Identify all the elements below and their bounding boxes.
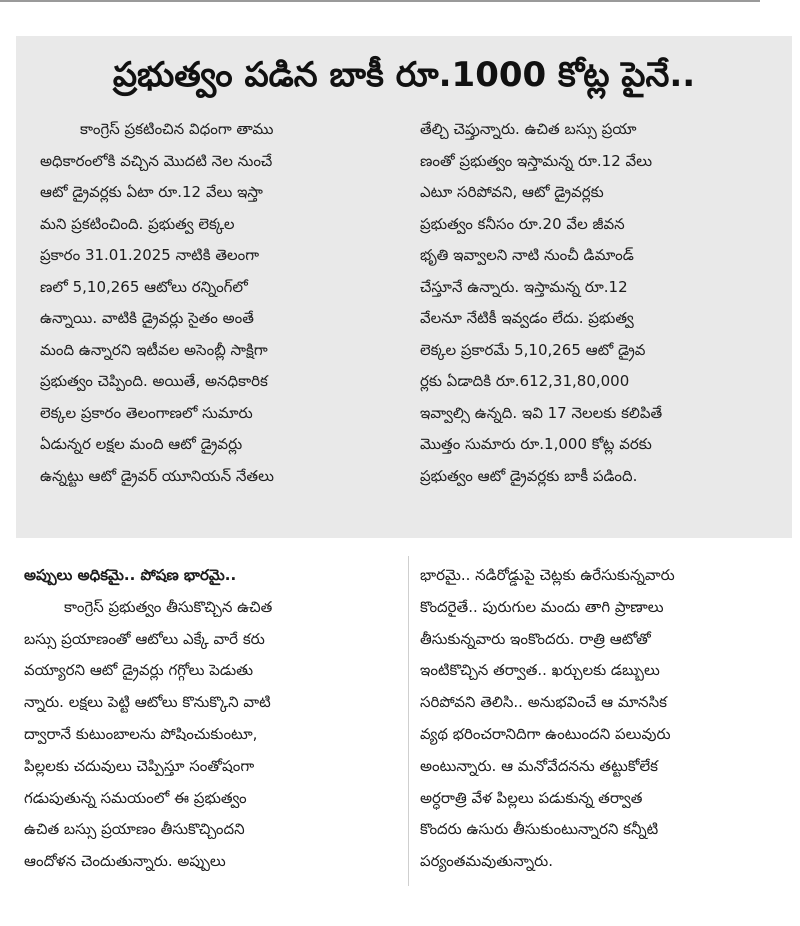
text-line: ప్రభుత్వం ఆటో డ్రైవర్లకు బాకీ పడింది. — [420, 466, 638, 485]
text-line: పిల్లలకు చదువులు చెప్పిస్తూ సంతోషంగా — [24, 756, 255, 775]
text-line: ర్లకు ఏడాదికి రూ.612,31,80,000 — [420, 372, 630, 390]
text-line: ఎటూ సరిపోవని, ఆటో డ్రైవర్లకు — [420, 183, 604, 201]
text-line: లెక్కల ప్రకారం తెలంగాణలో సుమారు — [40, 403, 253, 422]
text-line: చేస్తూనే ఉన్నారు. ఇస్తామన్న రూ.12 — [420, 277, 628, 296]
text-line: లెక్కల ప్రకారమే 5,10,265 ఆటో డ్రైవ — [420, 340, 646, 359]
text-line: తీసుకున్నవారు ఇంకొందరు. రాత్రి ఆటోతో — [420, 629, 651, 648]
text-line: పర్యంతమవుతున్నారు. — [420, 852, 554, 871]
text-line: అధికారంలోకి వచ్చిన మొదటి నెల నుంచే — [40, 151, 273, 170]
text-line: వేలనూ నేటికీ ఇవ్వడం లేదు. ప్రభుత్వ — [420, 309, 634, 327]
text-line: కొందరైతే.. పురుగుల మందు తాగి ప్రాణాలు — [420, 597, 664, 616]
box-right-column — [420, 114, 776, 492]
text-line: ఉచిత బస్సు ప్రయాణం తీసుకొచ్చిందని — [24, 820, 245, 839]
text-line: ఉన్నాయి. వాటికి డ్రైవర్లు సైతం అంతే — [40, 309, 254, 327]
text-line: కాంగ్రెస్ ప్రభుత్వం తీసుకొచ్చిన ఉచిత — [64, 597, 273, 616]
text-line: ణలో 5,10,265 ఆటోలు రన్నింగ్‌లో — [40, 277, 248, 296]
text-line: భారమై.. నడిరోడ్డుపై చెట్లకు ఉరేసుకున్నవారు — [420, 566, 675, 584]
text-line: ఆందోళన చెందుతున్నారు. అప్పులు — [24, 852, 226, 871]
text-line: ప్రకారం 31.01.2025 నాటికి తెలంగా — [40, 246, 260, 264]
text-line: ఉన్నట్టు ఆటో డ్రైవర్ యూనియన్ నేతలు — [40, 466, 274, 485]
headline: ప్రభుత్వం పడిన బాకీ రూ.1000 కోట్ల పైనే.. — [112, 55, 696, 95]
text-line: ద్వారానే కుటుంబాలను పోషించుకుంటూ, — [24, 724, 258, 743]
text-line: మని ప్రకటించింది. ప్రభుత్వ లెక్కల — [40, 214, 235, 233]
bottom-left-column — [24, 560, 394, 878]
text-line: ప్రభుత్వం కనీసం రూ.20 వేల జీవన — [420, 214, 625, 233]
text-line: తేల్చి చెప్తున్నారు. ఉచిత బస్సు ప్రయా — [420, 120, 637, 138]
text-line: అంటున్నారు. ఆ మనోవేదనను తట్టుకోలేక — [420, 756, 658, 775]
text-line: ఆటో డ్రైవర్లకు ఏటా రూ.12 వేలు ఇస్తా — [40, 183, 263, 201]
text-line: బస్సు ప్రయాణంతో ఆటోలు ఎక్కే వారే కరు — [24, 629, 265, 648]
text-line: వయ్యారని ఆటో డ్రైవర్లు గగ్గోలు పెడుతు — [24, 661, 254, 680]
text-line: మొత్తం సుమారు రూ.1,000 కోట్ల వరకు — [420, 435, 652, 453]
text-line: న్నారు. లక్షలు పెట్టి ఆటోలు కొనుక్కొని వాటి — [24, 693, 271, 712]
text-line: అర్ధరాత్రి వేళ పిల్లలు పడుకున్న తర్వాత — [420, 788, 643, 807]
text-line: ఇవ్వాల్సి ఉన్నది. ఇవి 17 నెలలకు కలిపితే — [420, 403, 663, 422]
column-divider — [408, 556, 409, 886]
text-line: మంది ఉన్నారని ఇటీవల అసెంబ్లీ సాక్షిగా — [40, 340, 268, 359]
text-line: కాంగ్రెస్ ప్రకటించిన విధంగా తాము — [80, 120, 274, 138]
text-line: భృతి ఇవ్వాలని నాటి నుంచీ డిమాండ్ — [420, 246, 634, 264]
text-line: ఏడున్నర లక్షల మంది ఆటో డ్రైవర్లు — [40, 435, 243, 453]
subheading: అప్పులు అధికమై.. పోషణ భారమై.. — [24, 566, 237, 584]
text-line: కొందరు ఉసురు తీసుకుంటున్నారని కన్నీటి — [420, 820, 659, 839]
text-line: గడుపుతున్న సమయంలో ఈ ప్రభుత్వం — [24, 788, 247, 807]
text-line: ఇంటికొచ్చిన తర్వాత.. ఖర్చులకు డబ్బులు — [420, 661, 660, 680]
top-rule — [0, 0, 760, 2]
text-line: ణంతో ప్రభుత్వం ఇస్తామన్న రూ.12 వేలు — [420, 151, 653, 170]
text-line: వ్యథ భరించరానిదిగా ఉంటుందని పలువురు — [420, 724, 671, 743]
box-left-column — [40, 114, 398, 492]
text-line: ప్రభుత్వం చెప్పింది. అయితే, అనధికారిక — [40, 372, 268, 390]
bottom-right-column — [420, 560, 782, 878]
text-line: సరిపోవని తెలిసి.. అనుభవించే ఆ మానసిక — [420, 693, 667, 712]
